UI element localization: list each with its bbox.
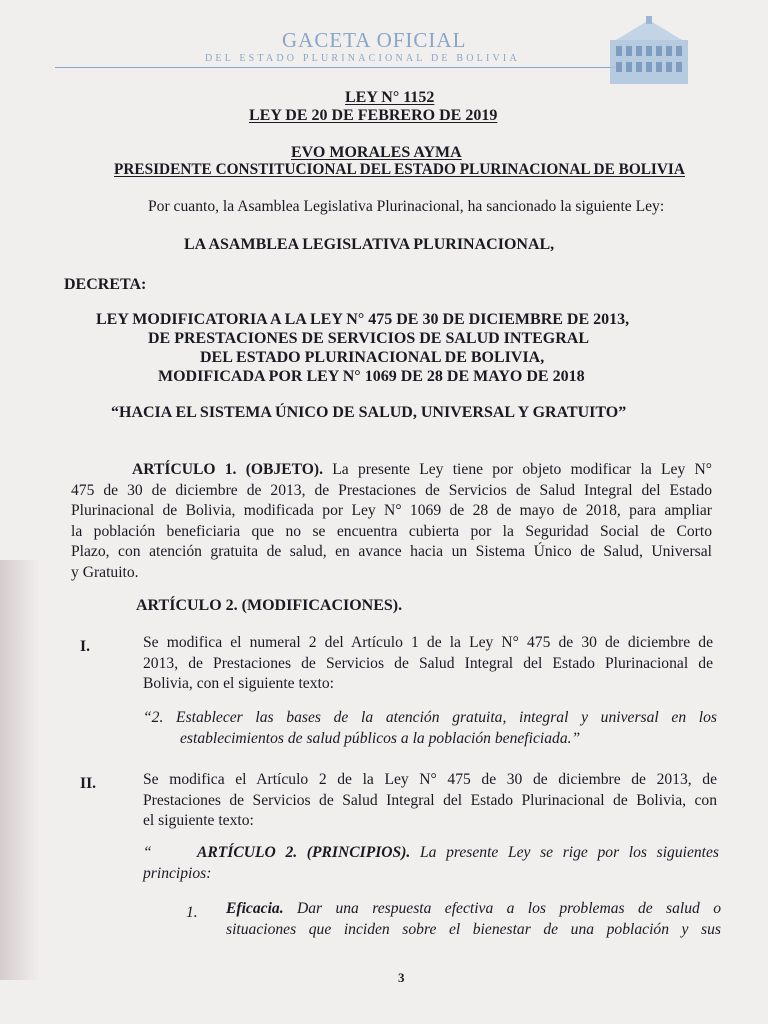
law-title-line: MODIFICADA POR LEY N° 1069 DE 28 DE MAYO DE 2018	[158, 368, 585, 385]
article-1-heading: ARTÍCULO 1. (OBJETO).	[132, 461, 323, 478]
section-2-line: el siguiente texto:	[143, 812, 254, 829]
section-1-line: 2013, de Prestaciones de Servicios de Salud Integral del Estado Plurinacional de	[143, 654, 713, 672]
page-edge-shadow	[0, 560, 40, 980]
section-2-quote	[143, 843, 719, 884]
principles-intro: La presente Ley se rige por los siguientes	[419, 844, 719, 861]
article-1-text: Plurinacional de Bolivia, modificada por Ley N° 1069 de 28 de mayo de 2018, para ampliar	[71, 502, 712, 519]
section-numeral: II.	[80, 775, 97, 792]
principles-heading: ARTÍCULO 2. (PRINCIPIOS).	[196, 844, 411, 861]
article-1-text: Plazo, con atención gratuita de salud, en avance hacia un Sistema Único de Salud, Universal	[71, 543, 712, 560]
quote-open-mark: “	[143, 844, 152, 861]
article-1-text: y Gratuito.	[71, 563, 139, 581]
law-number: LEY N° 1152	[345, 89, 435, 106]
principle-text: situaciones que inciden sobre el bienestar de una población y sus	[226, 920, 721, 938]
gazette-title: GACETA OFICIAL	[282, 28, 467, 52]
law-title-line: DEL ESTADO PLURINACIONAL DE BOLIVIA,	[200, 349, 545, 366]
page-number: 3	[398, 970, 405, 985]
section-2-text	[143, 770, 717, 832]
decreta-heading: DECRETA:	[64, 276, 147, 293]
government-building-icon	[606, 14, 692, 86]
law-title-line: LEY MODIFICATORIA A LA LEY N° 475 DE 30 DE DICIEMBRE DE 2013,	[96, 311, 630, 328]
item-numeral: 1.	[186, 904, 198, 921]
principle-text: Dar una respuesta efectiva a los problemas de salud o	[296, 900, 721, 917]
assembly-heading: LA ASAMBLEA LEGISLATIVA PLURINACIONAL,	[184, 236, 555, 253]
section-1-line: Bolivia, con el siguiente texto:	[143, 675, 334, 692]
principles-intro: principios:	[143, 864, 212, 882]
law-date: LEY DE 20 DE FEBRERO DE 2019	[249, 107, 498, 124]
article-1-text: 475 de 30 de diciembre de 2013, de Prestaciones de Servicios de Salud Integral del Estado	[71, 481, 712, 499]
section-2-line: Prestaciones de Servicios de Salud Integral del Estado Plurinacional de Bolivia, con	[143, 791, 717, 809]
section-1-quote	[143, 708, 717, 749]
principle-item	[226, 899, 721, 940]
president-name: EVO MORALES AYMA	[291, 144, 462, 161]
law-title-line: DE PRESTACIONES DE SERVICIOS DE SALUD INTEGRAL	[148, 330, 590, 347]
principle-heading: Eficacia.	[226, 900, 284, 917]
section-2-line: Se modifica el Artículo 2 de la Ley N° 475 de 30 de diciembre de 2013, de	[143, 771, 717, 788]
law-motto: “HACIA EL SISTEMA ÚNICO DE SALUD, UNIVERSAL Y GRATUITO”	[111, 404, 627, 421]
article-1-text: La presente Ley tiene por objeto modificar la Ley N°	[332, 461, 713, 478]
article-2-heading: ARTÍCULO 2. (MODIFICACIONES).	[136, 597, 403, 614]
section-1-text	[143, 633, 713, 695]
gazette-subtitle: DEL ESTADO PLURINACIONAL DE BOLIVIA	[205, 53, 520, 64]
president-title: PRESIDENTE CONSTITUCIONAL DEL ESTADO PLURINACIONAL DE BOLIVIA	[114, 161, 685, 178]
article-1	[71, 460, 712, 583]
section-1-quote-line: establecimientos de salud públicos a la población beneficiada.”	[180, 729, 581, 747]
preamble: Por cuanto, la Asamblea Legislativa Plurinacional, ha sancionado la siguiente Ley:	[148, 198, 665, 215]
section-1-quote-line: “2. Establecer las bases de la atención gratuita, integral y universal en los	[143, 709, 717, 726]
section-numeral: I.	[80, 638, 90, 655]
article-1-text: la población beneficiaria que no se encuentra cubierta por la Seguridad Social de Corto	[71, 522, 712, 540]
section-1-line: Se modifica el numeral 2 del Artículo 1 de la Ley N° 475 de 30 de diciembre de	[143, 634, 713, 651]
header-divider	[55, 67, 615, 68]
gazette-header	[0, 0, 768, 90]
